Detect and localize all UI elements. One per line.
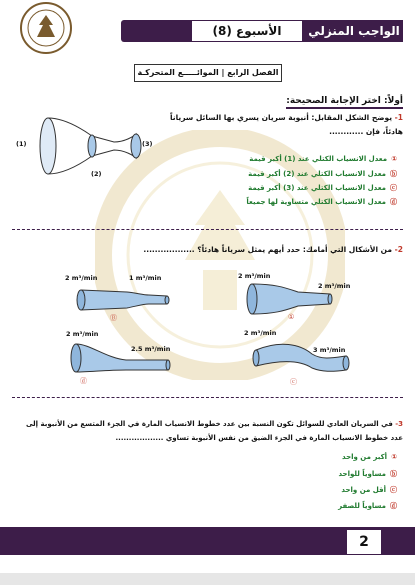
q2-fig-d-mark: ⓓ bbox=[80, 377, 87, 385]
q2-fig-b-left-flow: 2 m³/min bbox=[65, 274, 98, 282]
q1-option-b[interactable]: ⓑمعدل الانسياب الكتلي عند (2) أكبر قيمة bbox=[248, 170, 397, 178]
question-3-line-2: عدد خطوط الانسياب المارة في الجزء الضيق من نفس الأنبوبة تساوي .................. bbox=[115, 434, 403, 442]
q2-fig-c-tube bbox=[250, 336, 350, 376]
q2-fig-c-right-flow: 3 m³/min bbox=[313, 346, 346, 354]
q1-label-2: (2) bbox=[91, 170, 102, 178]
q1-tube-figure bbox=[30, 114, 153, 178]
q2-fig-a-mark: ① bbox=[288, 313, 295, 321]
question-3: 3- في السريان العادي للسوائل تكون النسبة بين عدد خطوط الانسياب المارة في الجزء المتسع من الأنبوبة إلى bbox=[25, 420, 403, 428]
header-title: الواجب المنزلي bbox=[305, 20, 403, 42]
header-week: الأسبوع (8) bbox=[191, 20, 303, 42]
question-2: 2- من الأشكال التي أمامك: حدد أيهم يمثل سرياناً هادئاً؟ .................. bbox=[143, 245, 403, 254]
q1-label-3: (3) bbox=[142, 140, 153, 148]
q2-fig-a-left-flow: 2 m³/min bbox=[238, 272, 271, 280]
page-number: 2 bbox=[346, 529, 382, 555]
q3-option-a[interactable]: ①أكبر من واحد bbox=[342, 453, 397, 461]
q2-fig-d-tube bbox=[70, 338, 172, 376]
bottom-strip bbox=[0, 573, 415, 585]
q1-option-a[interactable]: ①معدل الانسياب الكتلي عند (1) أكبر قيمة bbox=[249, 155, 397, 163]
q2-fig-a-right-flow: 2 m³/min bbox=[318, 282, 351, 290]
q1-option-c[interactable]: ⓒمعدل الانسياب الكتلي عند (3) أكبر قيمة bbox=[248, 184, 397, 192]
divider bbox=[12, 397, 403, 399]
q1-option-d[interactable]: ⓓمعدل الانسياب الكتلي متساوية لها جميعاً bbox=[246, 198, 397, 206]
q2-fig-c-mark: ⓒ bbox=[290, 378, 297, 386]
divider bbox=[12, 229, 403, 231]
question-1 bbox=[133, 112, 403, 124]
q2-fig-b-right-flow: 1 m³/min bbox=[129, 274, 162, 282]
ministry-logo bbox=[3, 1, 89, 55]
q2-fig-b-mark: Ⓑ bbox=[110, 314, 117, 322]
chapter-title: الفصل الرابع | الموائـــــع المتحركـة bbox=[134, 64, 282, 82]
q2-fig-d-left-flow: 2 m³/min bbox=[66, 330, 99, 338]
q3-option-b[interactable]: ⓑمساوياً للواحد bbox=[338, 470, 397, 478]
question-1-number: 1- bbox=[394, 113, 403, 122]
section-title: أولاً: اختر الإجابة الصحيحة: bbox=[286, 96, 403, 109]
q3-option-d[interactable]: ⓓمساوياً للصفر bbox=[338, 502, 397, 510]
q3-option-c[interactable]: ⓒأقل من واحد bbox=[341, 486, 397, 494]
question-1-line-2: هادئاً، فإن ............ bbox=[329, 127, 403, 136]
q2-fig-d-right-flow: 2.5 m³/min bbox=[131, 345, 171, 353]
question-1-line-1: يوضح الشكل المقابل: أنبوبة سريان يسري بها السائل سرياناً bbox=[169, 113, 393, 122]
q1-label-1: (1) bbox=[16, 140, 27, 148]
q2-fig-c-left-flow: 2 m³/min bbox=[244, 329, 277, 337]
q2-fig-b-tube bbox=[75, 284, 173, 314]
